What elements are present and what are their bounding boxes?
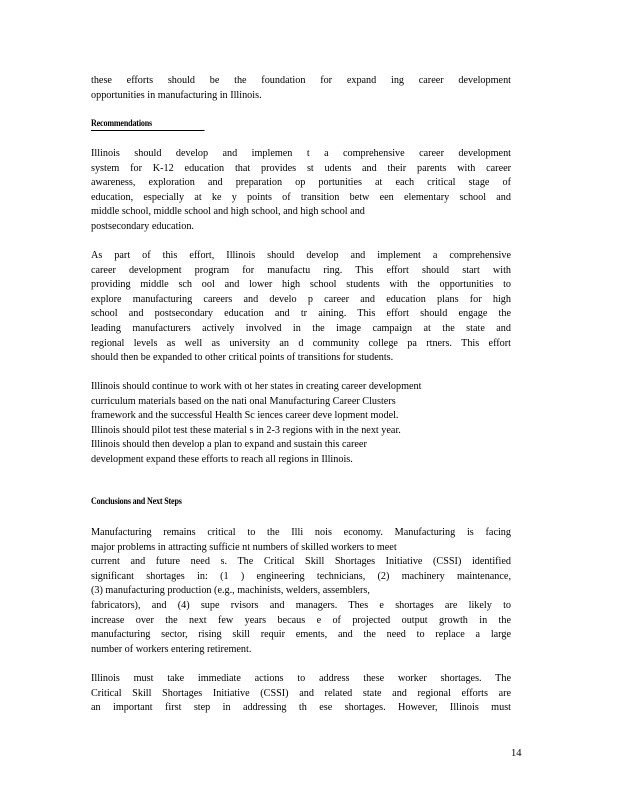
- text-line: education, especially at ke y points of transition betw een elementary school and: [91, 191, 511, 203]
- conclusions-paragraph-1: [91, 526, 511, 657]
- recommendations-paragraph-3: [91, 380, 511, 468]
- text-line: Illinois should then develop a plan to expand and sustain this career: [91, 439, 367, 451]
- text-line: (3) manufacturing production (e.g., machinists, welders, assemblers,: [91, 585, 370, 597]
- text-line: career development program for manufactu ring. This effort should start with: [91, 264, 511, 276]
- text-line: framework and the successful Health Sc iences career deve lopment model.: [91, 410, 399, 422]
- text-line: should then be expanded to other critical points of transitions for students.: [91, 352, 394, 364]
- text-line: Illinois should pilot test these material s in 2-3 regions with in the next year.: [91, 424, 401, 436]
- text-line: number of workers entering retirement.: [91, 643, 252, 655]
- text-line: system for K-12 education that provides st udents and their parents with career: [91, 162, 511, 174]
- page-number: 14: [511, 748, 522, 759]
- text-line: fabricators), and (4) supe rvisors and managers. Thes e shortages are likely to: [91, 599, 511, 611]
- text-line: an important first step in addressing th ese shortages. However, Illinois must: [91, 702, 511, 714]
- recommendations-paragraph-1: [91, 147, 511, 235]
- text-line: current and future need s. The Critical Skill Shortages Initiative (CSSI) identified: [91, 556, 511, 568]
- text-line: Illinois should develop and implemen t a comprehensive career development: [91, 148, 511, 159]
- text-line: middle school, middle school and high school, and high school and: [91, 206, 365, 218]
- text-line: awareness, exploration and preparation op portunities at each critical stage of: [91, 177, 511, 189]
- text-line: school and postsecondary education and tr aining. This effort should engage the: [91, 308, 511, 320]
- intro-line: opportunities in manufacturing in Illinois.: [91, 89, 262, 101]
- text-line: regional levels as well as university an d community college pa rtners. This effort: [91, 337, 511, 349]
- text-line: significant shortages in: (1 ) engineering technicians, (2) machinery maintenance,: [91, 570, 511, 582]
- text-line: leading manufacturers actively involved in the image campaign at the state and: [91, 322, 511, 334]
- text-line: development expand these efforts to reach all regions in Illinois.: [91, 453, 353, 465]
- conclusions-heading: Conclusions and Next Steps: [91, 497, 182, 507]
- text-line: increase over the next few years becaus e of projected output growth in the: [91, 614, 511, 626]
- text-line: Illinois should continue to work with ot her states in creating career development: [91, 381, 422, 392]
- conclusions-paragraph-2: [91, 672, 511, 716]
- text-line: Illinois must take immediate actions to address these worker shortages. The: [91, 673, 511, 684]
- text-line: Critical Skill Shortages Initiative (CSSI) and related state and regional efforts are: [91, 687, 511, 699]
- text-line: curriculum materials based on the nati onal Manufacturing Career Clusters: [91, 395, 396, 407]
- recommendations-heading: Recommendations: [91, 119, 205, 131]
- intro-paragraph: [91, 74, 511, 103]
- text-line: postsecondary education.: [91, 220, 194, 232]
- text-line: Manufacturing remains critical to the Illi nois economy. Manufacturing is facing: [91, 527, 511, 538]
- text-line: As part of this effort, Illinois should develop and implement a comprehensive: [91, 250, 511, 261]
- text-line: explore manufacturing careers and develo p career and education plans for high: [91, 293, 511, 305]
- intro-line: these efforts should be the foundation for expand ing career development: [91, 75, 511, 86]
- recommendations-paragraph-2: [91, 249, 511, 366]
- text-line: providing middle sch ool and lower high school students with the opportunities to: [91, 279, 511, 291]
- text-line: manufacturing sector, rising skill requir ements, and the need to replace a large: [91, 629, 511, 641]
- text-line: major problems in attracting sufficie nt numbers of skilled workers to meet: [91, 541, 397, 553]
